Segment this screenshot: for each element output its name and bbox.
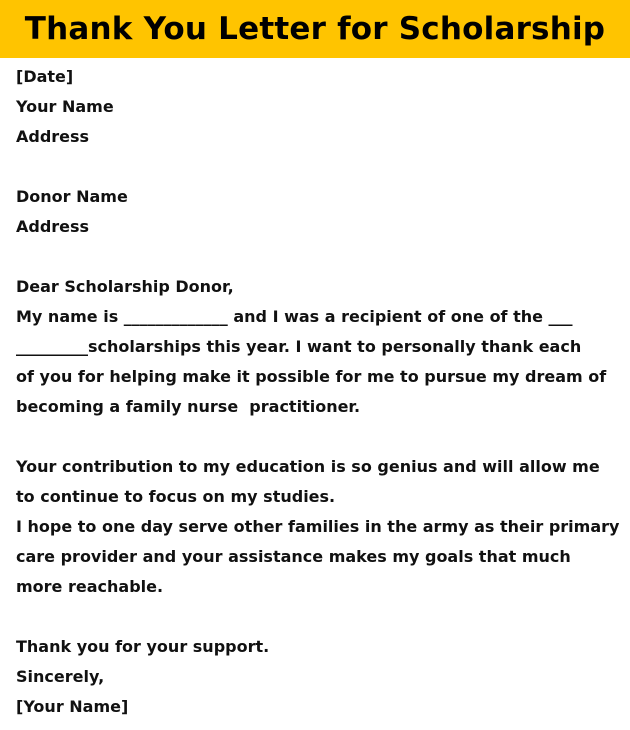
sender-date: [Date] [16,67,74,86]
paragraph1-line: _________scholarships this year. I want to personally thank each [16,337,582,356]
paragraph2-line: to continue to focus on my studies. [16,487,336,506]
salutation: Dear Scholarship Donor, [16,277,234,296]
paragraph3-line: care provider and your assistance makes my goals that much [16,547,571,566]
closing-signature: [Your Name] [16,697,129,716]
paragraph1-line: of you for helping make it possible for me to pursue my dream of [16,367,607,386]
recipient-name: Donor Name [16,187,128,206]
spacer [16,242,616,272]
paragraph2-line: Your contribution to my education is so genius and will allow me [16,457,600,476]
paragraph1-line: My name is _____________ and I was a recipient of one of the ___ [16,307,573,326]
spacer [16,152,616,182]
closing-thanks: Thank you for your support. [16,637,270,656]
page-title: Thank You Letter for Scholarship [24,11,606,47]
title-banner [0,0,630,58]
recipient-address: Address [16,217,90,236]
spacer [16,602,616,632]
paragraph1-line: becoming a family nurse practitioner. [16,397,361,416]
sender-name: Your Name [16,97,114,116]
paragraph3-line: more reachable. [16,577,164,596]
closing-signoff: Sincerely, [16,667,105,686]
paragraph3-line: I hope to one day serve other families in the army as their primary [16,517,620,536]
sender-address: Address [16,127,90,146]
spacer [16,422,616,452]
letter-body [16,62,620,722]
